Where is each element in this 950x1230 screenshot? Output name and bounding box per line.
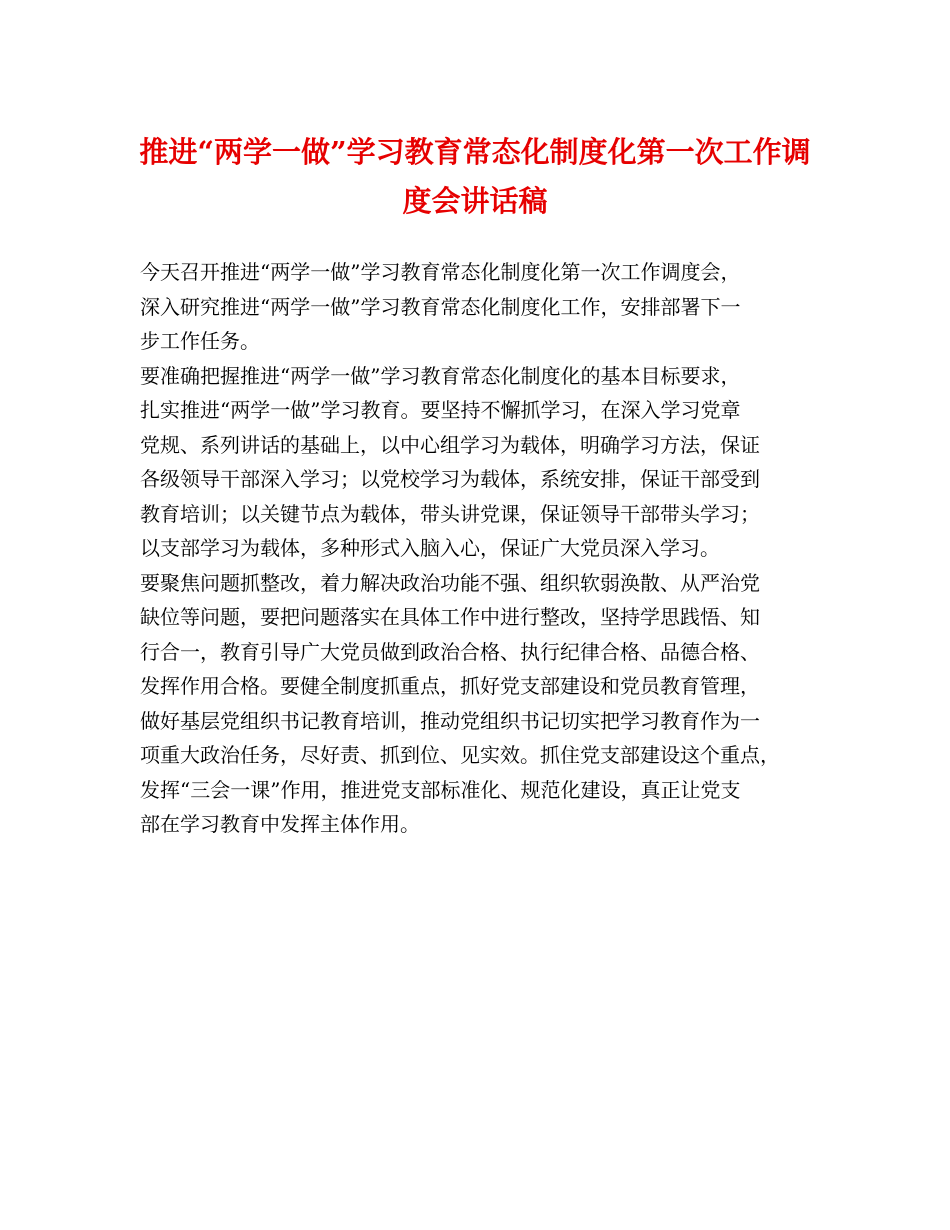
body-line: 以支部学习为载体，多种形式入脑入心，保证广大党员深入学习。 — [140, 536, 720, 560]
body-line: 项重大政治任务，尽好责、抓到位、见实效。抓住党支部建设这个重点， — [140, 743, 780, 767]
body-line: 做好基层党组织书记教育培训，推动党组织书记切实把学习教育作为一 — [140, 708, 760, 733]
document-body — [140, 255, 840, 842]
body-line: 缺位等问题，要把问题落实在具体工作中进行整改，坚持学思践悟、知 — [140, 605, 760, 629]
body-line: 深入研究推进“两学一做”学习教育常态化制度化工作，安排部署下一 — [140, 294, 741, 319]
body-line: 教育培训；以关键节点为载体，带头讲党课，保证领导干部带头学习； — [140, 501, 760, 526]
body-line: 部在学习教育中发挥主体作用。 — [140, 812, 420, 836]
document-title — [100, 128, 850, 226]
body-line: 要聚焦问题抓整改，着力解决政治功能不强、组织软弱涣散、从严治党 — [140, 570, 760, 595]
body-line: 步工作任务。 — [140, 329, 260, 353]
body-line: 党规、系列讲话的基础上，以中心组学习为载体，明确学习方法，保证 — [140, 432, 760, 457]
body-line: 今天召开推进“两学一做”学习教育常态化制度化第一次工作调度会， — [140, 260, 741, 284]
body-line: 各级领导干部深入学习；以党校学习为载体，系统安排，保证干部受到 — [140, 467, 760, 491]
body-line: 要准确把握推进“两学一做”学习教育常态化制度化的基本目标要求， — [140, 363, 741, 388]
title-line-1: 推进“两学一做”学习教育常态化制度化第一次工作调 — [139, 135, 811, 169]
body-line: 行合一，教育引导广大党员做到政治合格、执行纪律合格、品德合格、 — [140, 639, 760, 664]
body-line: 发挥“三会一课”作用，推进党支部标准化、规范化建设，真正让党支 — [140, 777, 741, 802]
body-line: 发挥作用合格。要健全制度抓重点，抓好党支部建设和党员教育管理， — [140, 674, 760, 698]
body-line: 扎实推进“两学一做”学习教育。要坚持不懈抓学习，在深入学习党章 — [140, 398, 741, 422]
title-line-2: 度会讲话稿 — [402, 184, 548, 218]
